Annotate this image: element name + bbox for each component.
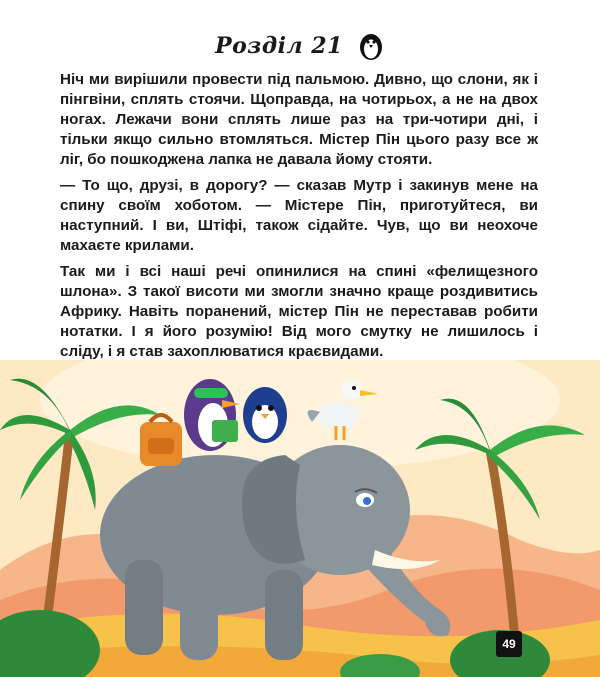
elephant-illustration: [0, 360, 600, 677]
paragraph-1: Ніч ми вирішили провести під пальмою. Дивно, що слони, як і пінгвіни, сплять стоячи. Щоправда, на чотирьох, а не на двох ногах. Лежачи вони сплять лише раз на три-чотири дні, і тільки якщо сильно втомляться. Містер Пін цього разу все ж ліг, бо пошкоджена лапка не давала йому стояти.: [60, 71, 538, 168]
backpack-icon: [140, 415, 182, 466]
penguin-icon: [357, 30, 385, 62]
paragraph-3: Так ми і всі наші речі опинилися на спині «фелищезного шлона». З такої висоти ми змогли значно краще роздивитись Африку. Навіть поранений, містер Пін не переставав робити нотатки. І я його розумію! Від мого смутку не лишилось і сліду, і я став захоплюватися краєвидами.: [60, 263, 538, 360]
blue-penguin-icon: [243, 387, 287, 443]
page-number: 49: [496, 631, 522, 657]
chapter-header: [0, 30, 600, 62]
chapter-title: Розділ 21: [215, 33, 343, 59]
paragraph-2: — То що, друзі, в дорогу? — сказав Мутр і закинув мене на спину своїм хоботом. — Містере Пін, приготуйтеся, ви наступний. І ви, Штіфі, також сідайте. Чув, що ви неохоче махаєте крилами.: [60, 177, 538, 254]
story-text: [60, 70, 538, 368]
